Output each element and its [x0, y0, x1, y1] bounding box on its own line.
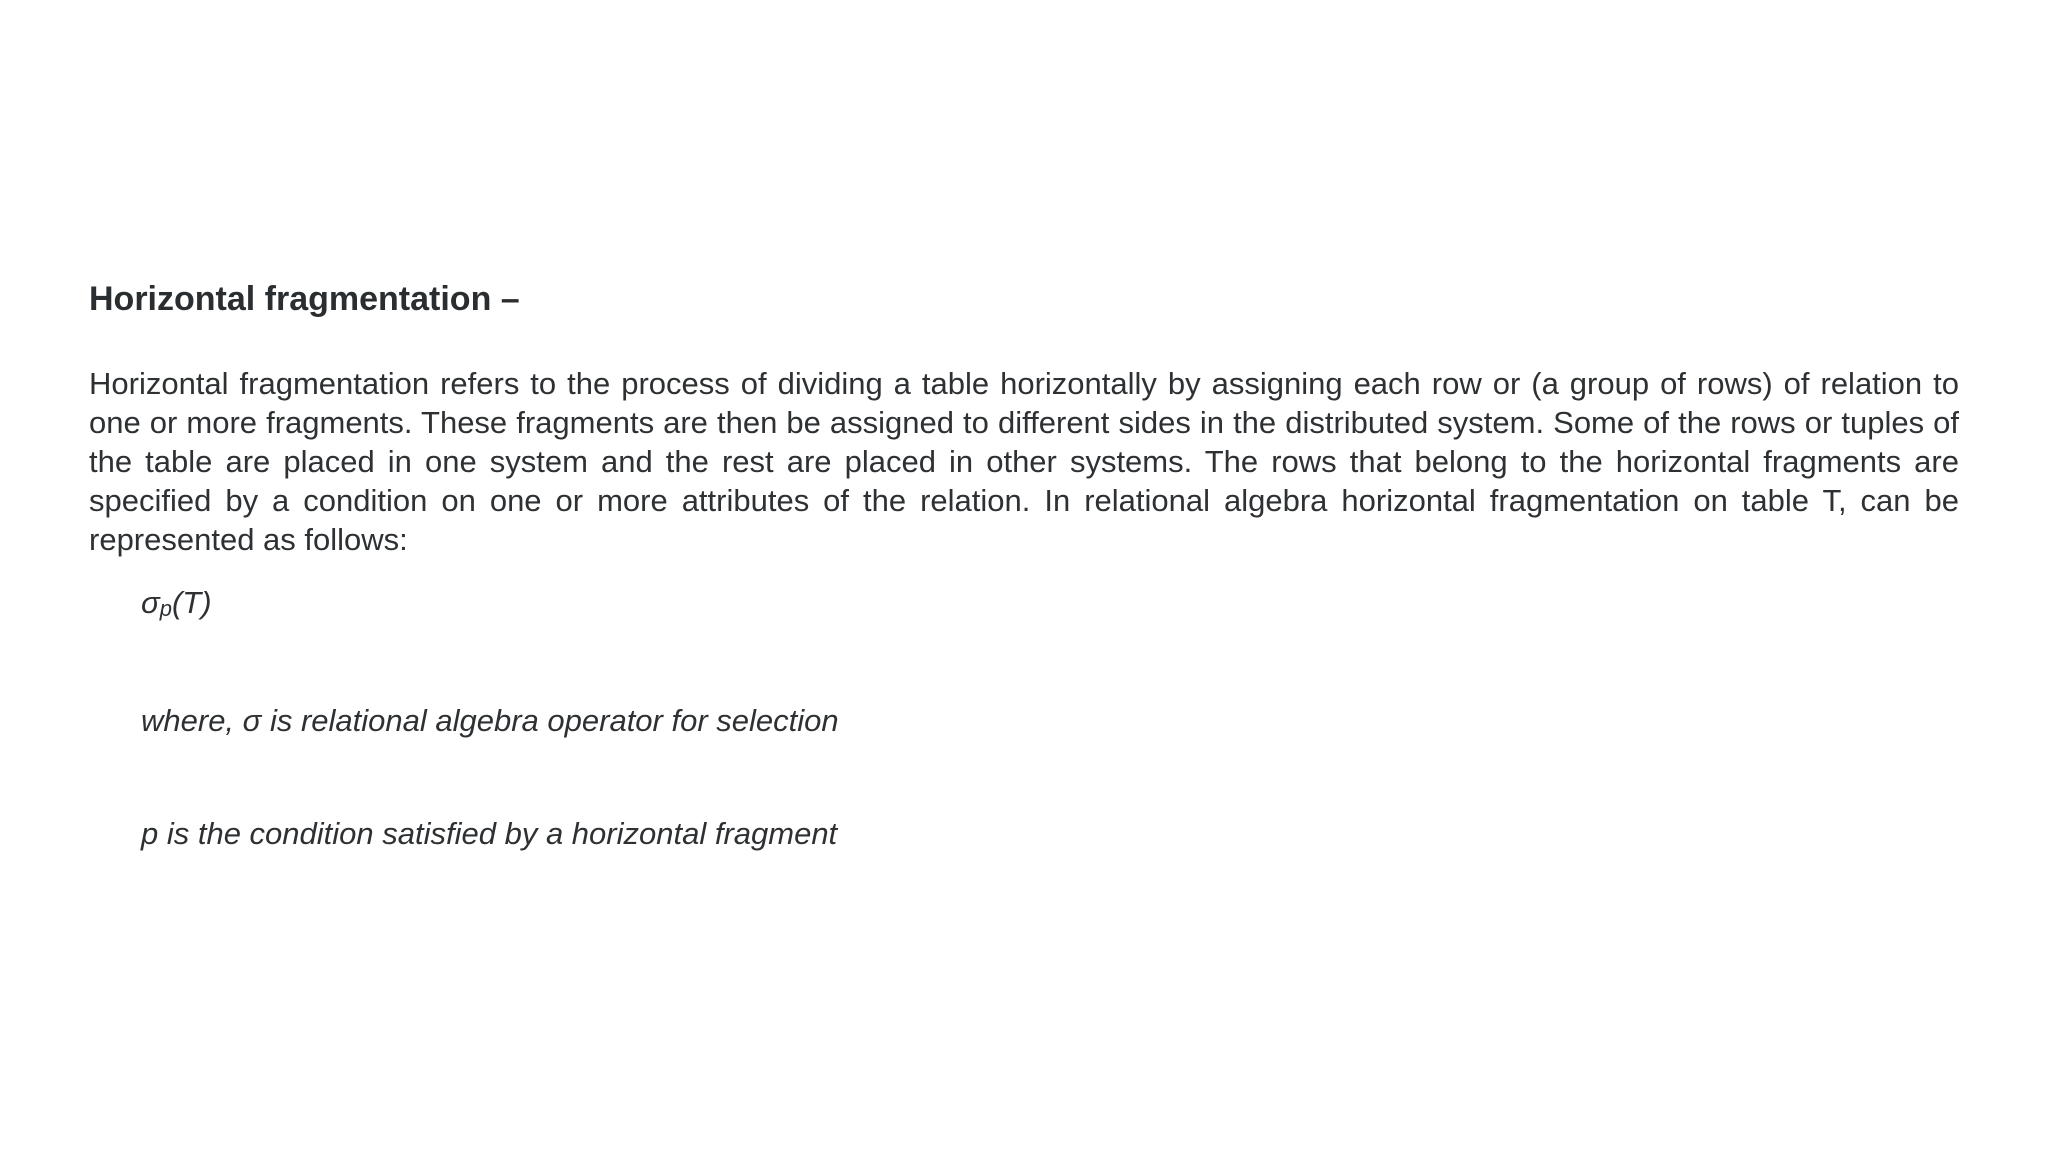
selection-formula — [141, 583, 1959, 629]
formula-argument: (T) — [171, 585, 212, 620]
formula-subscript: p — [159, 596, 172, 621]
note-condition-definition: p is the condition satisfied by a horizontal fragment — [141, 816, 838, 851]
document-content — [89, 276, 1959, 854]
section-heading: Horizontal fragmentation – — [89, 280, 520, 318]
section-paragraph: Horizontal fragmentation refers to the process of dividing a table horizontally by assigning each row or (a group of rows) of relation to one or more fragments. These fragments are then be assigned to different sides in the distributed system. Some of the rows or tuples of the table are placed in one system and the rest are placed in other systems. The rows that belong to the horizontal fragments are specified by a condition on one or more attributes of the relation. In relational algebra horizontal fragmentation on table T, can be represented as follows: — [89, 366, 1959, 557]
note-sigma-definition: where, σ is relational algebra operator for selection — [141, 703, 839, 738]
formula-operator: σ — [141, 585, 160, 620]
formula-block — [141, 583, 1959, 854]
